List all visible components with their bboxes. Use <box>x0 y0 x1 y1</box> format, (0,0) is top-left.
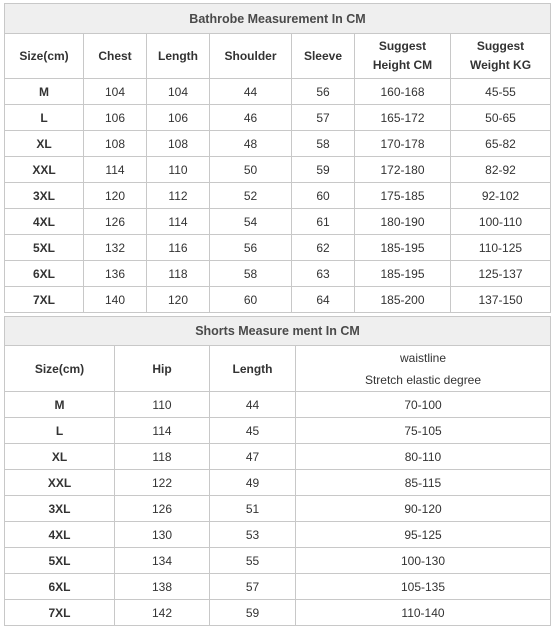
value-cell: 120 <box>147 287 210 313</box>
header-suggest-weight <box>451 34 551 79</box>
value-cell: 126 <box>115 496 210 522</box>
table-row <box>5 574 551 600</box>
size-cell: M <box>5 392 115 418</box>
size-cell: 5XL <box>5 548 115 574</box>
bathrobe-title: Bathrobe Measurement In CM <box>5 4 551 34</box>
bathrobe-table <box>4 3 551 313</box>
header-length: Length <box>147 34 210 79</box>
table-row <box>5 287 551 313</box>
value-cell: 100-110 <box>451 209 551 235</box>
header-size: Size(cm) <box>5 34 84 79</box>
size-cell: XL <box>5 131 84 157</box>
value-cell: 170-178 <box>355 131 451 157</box>
value-cell: 180-190 <box>355 209 451 235</box>
value-cell: 70-100 <box>296 392 551 418</box>
value-cell: 63 <box>292 261 355 287</box>
value-cell: 82-92 <box>451 157 551 183</box>
value-cell: 138 <box>115 574 210 600</box>
header-sleeve: Sleeve <box>292 34 355 79</box>
value-cell: 140 <box>84 287 147 313</box>
value-cell: 46 <box>210 105 292 131</box>
value-cell: 48 <box>210 131 292 157</box>
value-cell: 61 <box>292 209 355 235</box>
table-row <box>5 418 551 444</box>
value-cell: 130 <box>115 522 210 548</box>
value-cell: 108 <box>84 131 147 157</box>
value-cell: 108 <box>147 131 210 157</box>
shorts-table <box>4 316 551 626</box>
bathrobe-header-row <box>5 34 551 79</box>
value-cell: 122 <box>115 470 210 496</box>
table-row <box>5 444 551 470</box>
table-row <box>5 392 551 418</box>
value-cell: 44 <box>210 79 292 105</box>
table-row <box>5 470 551 496</box>
header-suggest-height-line2: Height CM <box>372 58 433 72</box>
size-cell: XXL <box>5 470 115 496</box>
value-cell: 120 <box>84 183 147 209</box>
value-cell: 185-195 <box>355 235 451 261</box>
table-row <box>5 522 551 548</box>
table-row <box>5 157 551 183</box>
value-cell: 47 <box>210 444 296 470</box>
value-cell: 50-65 <box>451 105 551 131</box>
header-suggest-height-line1: Suggest <box>378 39 427 53</box>
size-cell: 6XL <box>5 574 115 600</box>
value-cell: 80-110 <box>296 444 551 470</box>
value-cell: 110 <box>115 392 210 418</box>
value-cell: 60 <box>292 183 355 209</box>
value-cell: 49 <box>210 470 296 496</box>
value-cell: 95-125 <box>296 522 551 548</box>
size-cell: 4XL <box>5 209 84 235</box>
value-cell: 90-120 <box>296 496 551 522</box>
header-length: Length <box>210 346 296 392</box>
shorts-header-row <box>5 346 551 392</box>
value-cell: 85-115 <box>296 470 551 496</box>
value-cell: 118 <box>115 444 210 470</box>
value-cell: 45 <box>210 418 296 444</box>
value-cell: 134 <box>115 548 210 574</box>
value-cell: 106 <box>147 105 210 131</box>
header-hip: Hip <box>115 346 210 392</box>
table-row <box>5 235 551 261</box>
value-cell: 57 <box>210 574 296 600</box>
value-cell: 51 <box>210 496 296 522</box>
value-cell: 114 <box>84 157 147 183</box>
value-cell: 106 <box>84 105 147 131</box>
value-cell: 105-135 <box>296 574 551 600</box>
size-cell: L <box>5 105 84 131</box>
value-cell: 185-195 <box>355 261 451 287</box>
value-cell: 52 <box>210 183 292 209</box>
header-waistline-line2: Stretch elastic degree <box>364 372 482 387</box>
value-cell: 185-200 <box>355 287 451 313</box>
table-row <box>5 600 551 626</box>
value-cell: 44 <box>210 392 296 418</box>
value-cell: 104 <box>84 79 147 105</box>
value-cell: 57 <box>292 105 355 131</box>
value-cell: 125-137 <box>451 261 551 287</box>
value-cell: 142 <box>115 600 210 626</box>
table-row <box>5 548 551 574</box>
table-row <box>5 261 551 287</box>
value-cell: 104 <box>147 79 210 105</box>
value-cell: 64 <box>292 287 355 313</box>
value-cell: 110-125 <box>451 235 551 261</box>
value-cell: 172-180 <box>355 157 451 183</box>
value-cell: 58 <box>210 261 292 287</box>
value-cell: 75-105 <box>296 418 551 444</box>
size-cell: 7XL <box>5 600 115 626</box>
value-cell: 114 <box>115 418 210 444</box>
value-cell: 112 <box>147 183 210 209</box>
value-cell: 118 <box>147 261 210 287</box>
value-cell: 58 <box>292 131 355 157</box>
value-cell: 165-172 <box>355 105 451 131</box>
value-cell: 60 <box>210 287 292 313</box>
table-row <box>5 183 551 209</box>
header-suggest-weight-line1: Suggest <box>476 39 525 53</box>
size-cell: XXL <box>5 157 84 183</box>
value-cell: 116 <box>147 235 210 261</box>
value-cell: 110-140 <box>296 600 551 626</box>
value-cell: 56 <box>292 79 355 105</box>
value-cell: 114 <box>147 209 210 235</box>
value-cell: 55 <box>210 548 296 574</box>
value-cell: 160-168 <box>355 79 451 105</box>
size-cell: 5XL <box>5 235 84 261</box>
size-cell: XL <box>5 444 115 470</box>
size-cell: 3XL <box>5 183 84 209</box>
value-cell: 50 <box>210 157 292 183</box>
table-row <box>5 209 551 235</box>
value-cell: 56 <box>210 235 292 261</box>
table-row <box>5 79 551 105</box>
header-suggest-height <box>355 34 451 79</box>
value-cell: 110 <box>147 157 210 183</box>
header-size: Size(cm) <box>5 346 115 392</box>
size-cell: L <box>5 418 115 444</box>
size-cell: 4XL <box>5 522 115 548</box>
size-cell: 7XL <box>5 287 84 313</box>
table-row <box>5 131 551 157</box>
value-cell: 59 <box>210 600 296 626</box>
table-row <box>5 496 551 522</box>
size-cell: 3XL <box>5 496 115 522</box>
size-cell: M <box>5 79 84 105</box>
value-cell: 65-82 <box>451 131 551 157</box>
value-cell: 92-102 <box>451 183 551 209</box>
value-cell: 132 <box>84 235 147 261</box>
header-waistline-line1: waistline <box>399 350 447 365</box>
value-cell: 54 <box>210 209 292 235</box>
value-cell: 137-150 <box>451 287 551 313</box>
value-cell: 136 <box>84 261 147 287</box>
value-cell: 175-185 <box>355 183 451 209</box>
header-suggest-weight-line2: Weight KG <box>469 58 532 72</box>
value-cell: 59 <box>292 157 355 183</box>
header-shoulder: Shoulder <box>210 34 292 79</box>
value-cell: 62 <box>292 235 355 261</box>
value-cell: 100-130 <box>296 548 551 574</box>
header-waistline <box>296 346 551 392</box>
shorts-title: Shorts Measure ment In CM <box>5 317 551 346</box>
value-cell: 53 <box>210 522 296 548</box>
value-cell: 45-55 <box>451 79 551 105</box>
header-chest: Chest <box>84 34 147 79</box>
value-cell: 126 <box>84 209 147 235</box>
table-row <box>5 105 551 131</box>
size-cell: 6XL <box>5 261 84 287</box>
